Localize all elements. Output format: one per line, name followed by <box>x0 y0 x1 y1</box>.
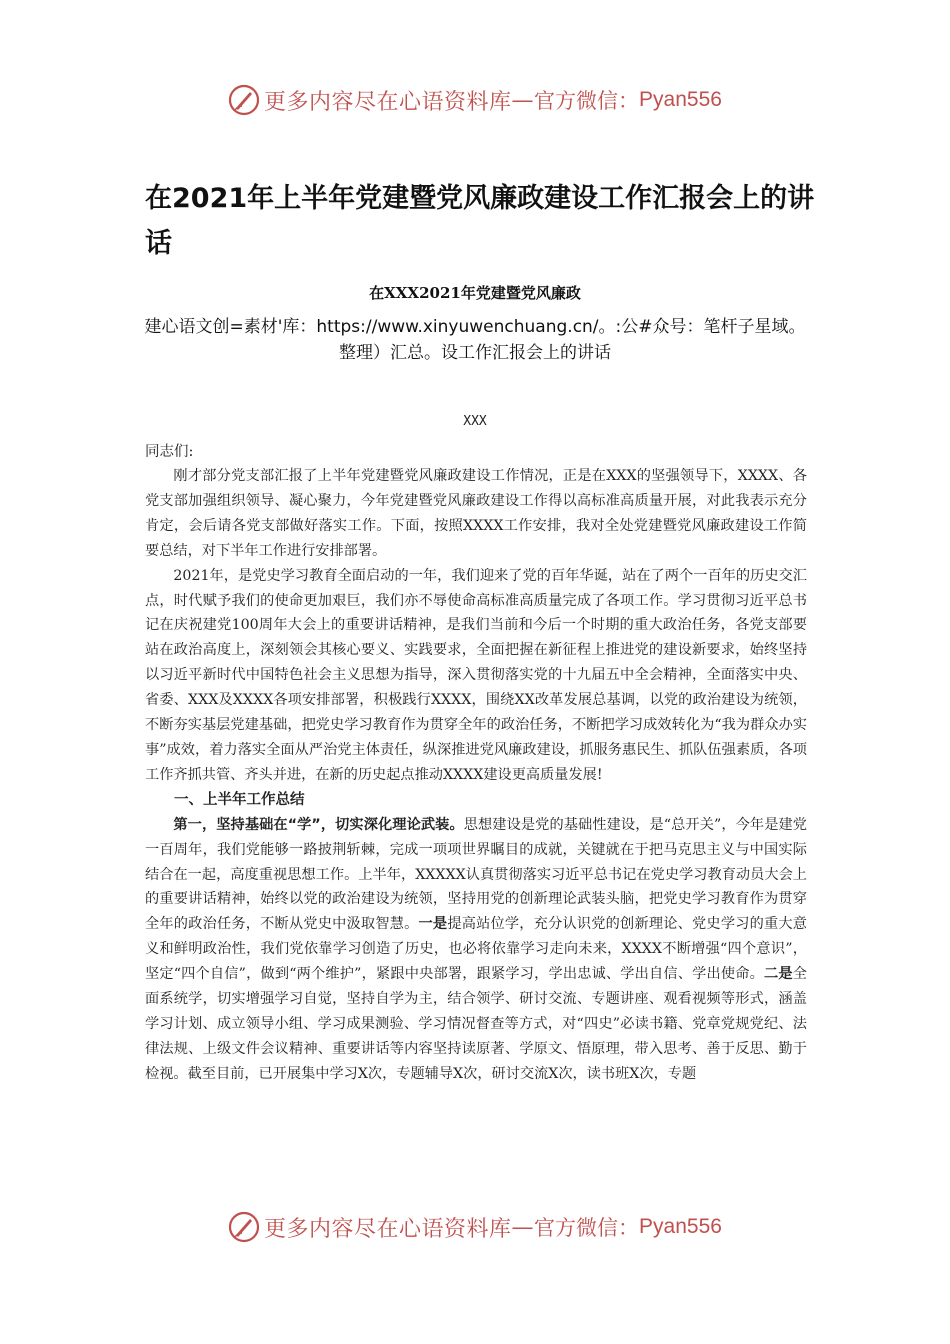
banner-wechat-id: Pyan556 <box>639 88 722 111</box>
header-banner <box>0 84 950 116</box>
paragraph-text: 思想建设是党的基础性建设，是“总开关”，今年是建党一百周年，我们党能够一路披荆斩棘，完成一项项世界瞩目的成就，关键就在于把马克思主义与中国实际结合在一起，高度重视思想工作。上半年，XXXXX认真贯彻落实习近平总书记在党史学习教育动员大会上的重要讲话精神，始终以党的政治建设为统领，坚持用党的创新理论武装头脑，把党史学习教育作为贯穿全年的政治任务，不断从党史中汲取智慧。 <box>145 816 807 933</box>
speech-body <box>145 464 807 1087</box>
banner-text: 更多内容尽在心语资料库 <box>264 1216 512 1242</box>
paragraph-text: 全面系统学，切实增强学习自觉，坚持自学为主，结合领学、研讨交流、专题讲座、观看视频等形式，涵盖学习计划、成立领导小组、学习成果测验、学习情况督查等方式，对“四史”必读书籍、党章党规党纪、法律法规、上级文件会议精神、重要讲话等内容坚持读原著、学原文、悟原理，带入思考、善于反思、勤于检视。截至目前，已开展集中学习X次，专题辅导X次，研讨交流X次，读书班X次，专题 <box>145 966 807 1082</box>
banner-dash: — <box>511 1214 535 1240</box>
paragraph-lead: 第一，坚持基础在“学”，切实深化理论武装。 <box>173 816 464 833</box>
source-line-1: 建心语文创=素材'库：https://www.xinyuwenchuang.cn/。:公#众号：笔杆子星域。 <box>144 317 806 337</box>
paragraph: 刚才部分党支部汇报了上半年党建暨党风廉政建设工作情况，正是在XXX的坚强领导下，XXXX、各党支部加强组织领导、凝心聚力，今年党建暨党风廉政建设工作得以高标准高质量开展，对此我表示充分肯定，会后请各党支部做好落实工作。下面，按照XXXX工作安排，我对全处党建暨党风廉政建设工作简要总结，对下半年工作进行安排部署。 <box>145 468 807 559</box>
paragraph-text: 提高站位学，充分认识党的创新理论、党史学习的重大意义和鲜明政治性，我们党依靠学习创造了历史，也必将依靠学习走向未来，XXXX不断增强“四个意识”，坚定“四个自信”，做到“两个维护”，紧跟中央部署，跟紧学习，学出忠诚、学出自信、学出使命。 <box>145 916 807 983</box>
banner-dash: — <box>511 87 535 113</box>
banner-wechat-label: 官方微信： <box>534 89 640 113</box>
paragraph: 2021年，是党史学习教育全面启动的一年，我们迎来了党的百年华诞，站在了两个一百年的历史交汇点，时代赋予我们的使命更加艰巨，我们亦不辱使命高标准高质量完成了各项工作。学习贯彻习近平总书记在庆祝建党100周年大会上的重要讲话精神，是我们当前和今后一个时期的重大政治任务，各党支部要站在政治高度上，深刻领会其核心要义、实践要求，全面把握在新征程上推进党的建设新要求，始终坚持以习近平新时代中国特色社会主义思想为指导，深入贯彻落实党的十九届五中全会精神，全面落实中央、省委、XXX及XXXX各项安排部署，积极践行XXXX，围绕XX改革发展总基调，以党的政治建设为统领，不断夯实基层党建基础，把党史学习教育作为贯穿全年的政治任务，不断把学习成效转化为“我为群众办实事”成效，着力落实全面从严治党主体责任，纵深推进党风廉政建设，抓服务惠民生、抓队伍强素质，各项工作齐抓共管、齐头并进，在新的历史起点推动XXXX建设更高质量发展! <box>145 567 807 783</box>
point-marker-two: 二是 <box>764 966 793 983</box>
footer-banner <box>0 1211 950 1243</box>
document-title: 在2021年上半年党建暨党风廉政建设工作汇报会上的讲话 <box>145 183 815 259</box>
point-marker-one: 一是 <box>418 916 448 933</box>
document-subtitle: 在XXX2021年党建暨党风廉政 <box>369 284 581 302</box>
greeting: 同志们: <box>145 444 194 460</box>
author: XXX <box>463 414 487 429</box>
banner-wechat-label: 官方微信： <box>534 1216 640 1240</box>
source-line-2: 整理）汇总。设工作汇报会上的讲话 <box>339 343 611 363</box>
paragraph <box>145 813 807 1087</box>
quill-logo-icon <box>228 84 260 116</box>
quill-logo-icon <box>228 1211 260 1243</box>
banner-wechat-id: Pyan556 <box>639 1215 722 1238</box>
section-heading: 一、上半年工作总结 <box>174 791 305 808</box>
banner-text: 更多内容尽在心语资料库 <box>264 89 512 115</box>
